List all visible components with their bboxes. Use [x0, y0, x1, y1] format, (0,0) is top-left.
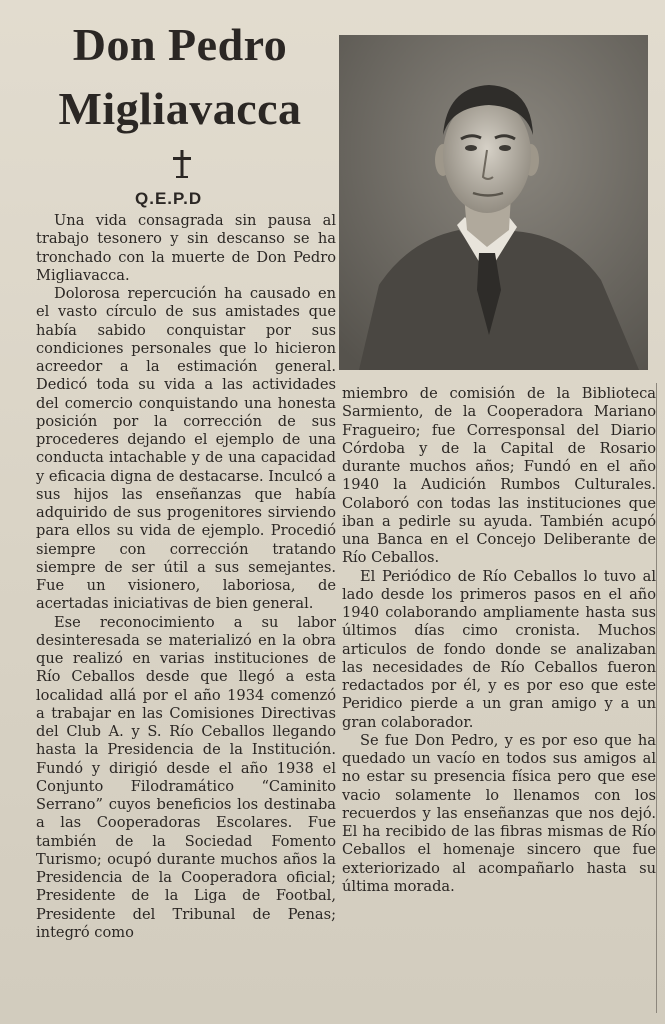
column-rule [656, 383, 657, 1013]
paragraph: Una vida consagrada sin pausa al trabajo tesonero y sin descanso se ha tronchado con la muerte de Don Pedro Migliavacca. [36, 212, 336, 284]
paragraph: miembro de comisión de la Biblioteca Sarmiento, de la Cooperadora Mariano Fragueiro; fue Corresponsal del Diario Córdoba y de la Capital de Rosario durante muchos años; Fundó en el año 1940 la Audición Rumbos Culturales. Colaboró con todas las instituciones que iban a pedirle su ayuda. También acupó una Banca en el Concejo Deliberante de Río Ceballos. [342, 385, 656, 567]
headline-line-2: Migliavacca [58, 83, 302, 134]
article-column-right [342, 385, 656, 896]
portrait-photo [339, 35, 648, 370]
article-column-left [36, 212, 336, 942]
headline-line-1: Don Pedro [72, 19, 288, 70]
paragraph: El Periódico de Río Ceballos lo tuvo al lado desde los primeros pasos en el año 1940 colaborando ampliamente hasta sus últimos días cimo cronista. Muchos articulos de fondo donde se analizaban las necesidades de Río Ceballos fueron redactados por él, y es por eso que este Peridico pierde a un gran amigo y a un gran colaborador. [342, 567, 656, 731]
paragraph: Se fue Don Pedro, y es por eso que ha quedado un vacío en todos sus amigos al no estar su presencia física pero que ese vacio solamente lo llenamos con los recuerdos y las enseñanzas que nos dejó. El ha recibido de las fibras mismas de Río Ceballos el homenaje sincero que fue exteriorizado al acompañarlo hasta su última morada. [342, 731, 656, 895]
cross-icon [170, 148, 194, 180]
paragraph: Ese reconocimiento a su labor desinteresada se materializó en la obra que realizó en varias instituciones de Río Ceballos desde que llegó a esta localidad allá por el año 1934 comenzó a trabajar en las Comisiones Directivas del Club A. y S. Río Ceballos llegando hasta la Presidencia de la Institución. Fundó y dirigió desde el año 1938 el Conjunto Filodramático “Caminito Serrano” cuyos beneficios los destinaba a las Cooperadoras Escolares. Fue también de la Sociedad Fomento Turismo; ocupó durante muchos años la Presidencia de la Cooperadora oficial; Presidente de la Liga de Footbal, Presidente del Tribunal de Penas; integró como [36, 613, 336, 941]
qepd-label: Q.E.P.D [135, 189, 203, 208]
paragraph: Dolorosa repercución ha causado en el vasto círculo de sus amistades que había sabido conquistar por sus condiciones personales que lo hicieron acreedor a la estimación general. Dedicó toda su vida a las actividades del comercio conquistando una honesta posición por la corrección de sus procederes dejando el ejemplo de una conducta intachable y de una capacidad y eficacia digna de destacarse. Inculcó a sus hijos las enseñanzas que había adquirido de sus progenitores sirviendo para ellos su vida de ejemplo. Procedió siempre con corrección tratando siempre de ser útil a sus semejantes. Fue un visionero, laboriosa, de acertadas iniciativas de bien general. [36, 285, 337, 613]
